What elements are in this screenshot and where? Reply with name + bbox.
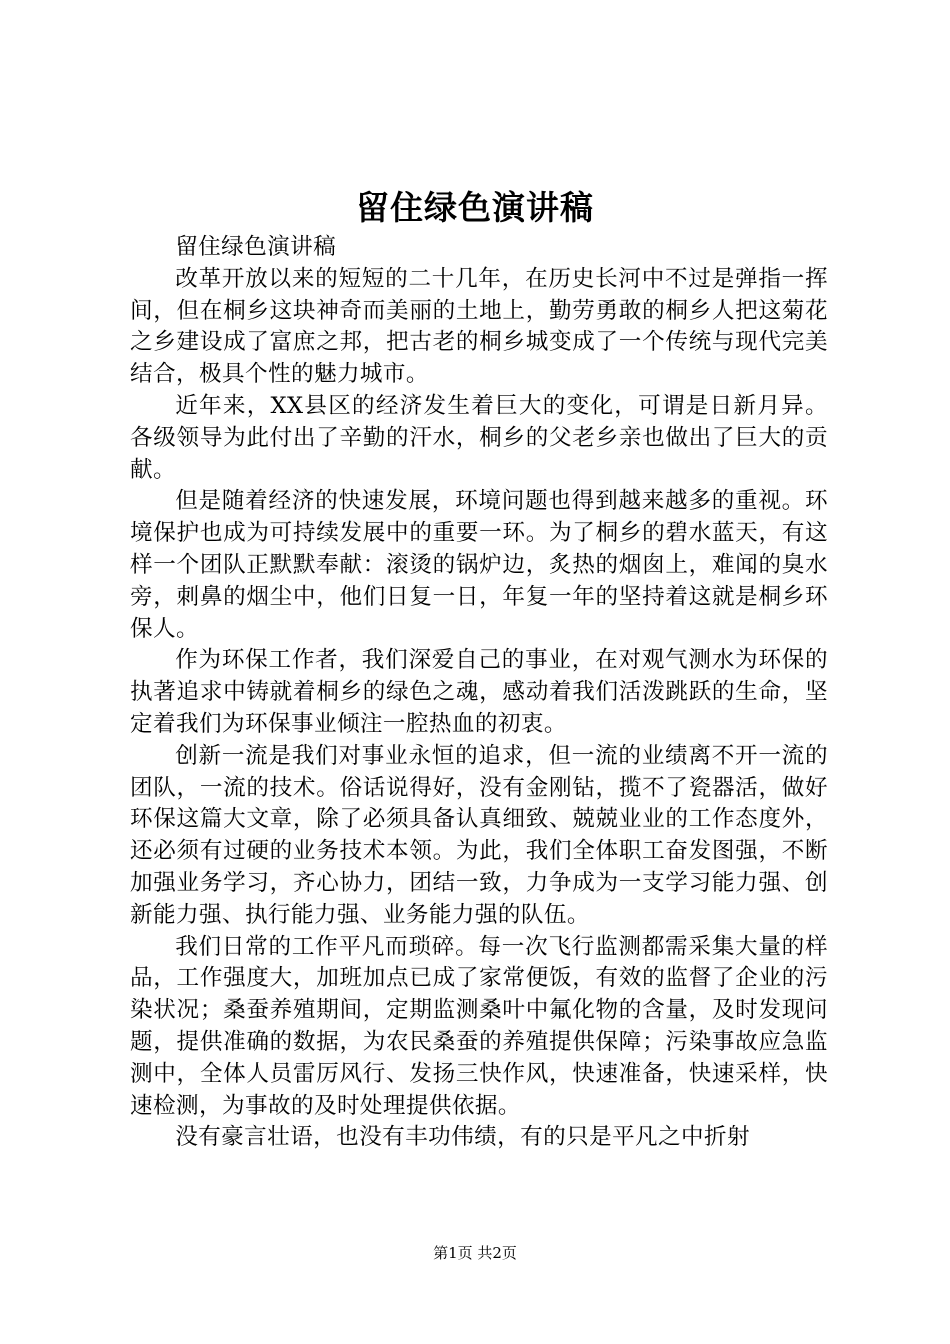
paragraph: 作为环保工作者，我们深爱自己的事业，在对观气测水为环保的执著追求中铸就着桐乡的绿色之魂，感动着我们活泼跳跃的生命，坚定着我们为环保事业倾注一腔热血的初衷。 xyxy=(130,647,828,737)
paragraph: 我们日常的工作平凡而琐碎。每一次飞行监测都需采集大量的样品，工作强度大，加班加点已成了家常便饭，有效的监督了企业的污染状况；桑蚕养殖期间，定期监测桑叶中氟化物的含量，及时发现问题，提供准确的数据，为农民桑蚕的养殖提供保障；污染事故应急监测中，全体人员雷厉风行、发扬三快作风，快速准备，快速采样，快速检测，为事故的及时处理提供依据。 xyxy=(130,933,828,1119)
paragraph: 创新一流是我们对事业永恒的追求，但一流的业绩离不开一流的团队，一流的技术。俗话说得好，没有金刚钻，揽不了瓷器活，做好环保这篇大文章，除了必须具备认真细致、兢兢业业的工作态度外，还必须有过硬的业务技术本领。为此，我们全体职工奋发图强，不断加强业务学习，齐心协力，团结一致，力争成为一支学习能力强、创新能力强、执行能力强、业务能力强的队伍。 xyxy=(130,742,828,928)
page-number-footer: 第1页 共2页 xyxy=(433,1244,517,1262)
paragraph: 改革开放以来的短短的二十几年，在历史长河中不过是弹指一挥间，但在桐乡这块神奇而美丽的土地上，勤劳勇敢的桐乡人把这菊花之乡建设成了富庶之邦，把古老的桐乡城变成了一个传统与现代完美结合，极具个性的魅力城市。 xyxy=(130,265,828,388)
paragraph: 但是随着经济的快速发展，环境问题也得到越来越多的重视。环境保护也成为可持续发展中的重要一环。为了桐乡的碧水蓝天，有这样一个团队正默默奉献：滚烫的锅炉边，炙热的烟囱上，难闻的臭水旁，刺鼻的烟尘中，他们日复一日，年复一年的坚持着这就是桐乡环保人。 xyxy=(130,488,828,642)
paragraph: 没有豪言壮语，也没有丰功伟绩，有的只是平凡之中折射 xyxy=(175,1124,751,1151)
paragraph: 近年来，XX县区的经济发生着巨大的变化，可谓是日新月异。各级领导为此付出了辛勤的汗水，桐乡的父老乡亲也做出了巨大的贡献。 xyxy=(130,392,828,483)
paragraph-subtitle: 留住绿色演讲稿 xyxy=(175,234,337,260)
document-body xyxy=(130,232,828,1154)
document-title: 留住绿色演讲稿 xyxy=(356,188,594,227)
